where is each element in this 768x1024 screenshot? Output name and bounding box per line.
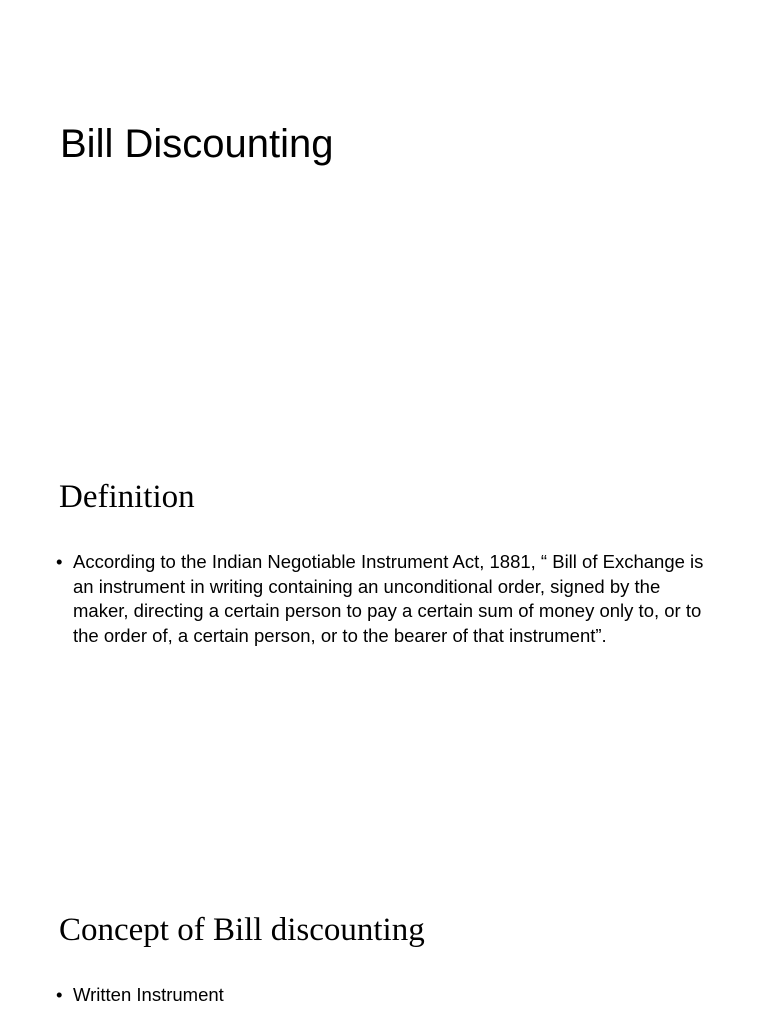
concept-bullet-list [56, 983, 716, 1008]
definition-heading: Definition [59, 479, 195, 515]
definition-bullet-list [56, 550, 716, 648]
concept-bullet-item [56, 983, 716, 1008]
concept-heading: Concept of Bill discounting [59, 912, 425, 948]
definition-bullet-item [56, 550, 716, 648]
bullet-icon: • [56, 551, 63, 572]
concept-text: Written Instrument [73, 984, 224, 1005]
bullet-icon: • [56, 984, 63, 1005]
slide-title: Bill Discounting [60, 122, 334, 166]
definition-text: According to the Indian Negotiable Instrument Act, 1881, “ Bill of Exchange is an instrument in writing containing an unconditional order, signed by the maker, directing a certain person to pay a certain sum of money only to, or to the order of, a certain person, or to the bearer of that instrument”. [73, 551, 704, 646]
